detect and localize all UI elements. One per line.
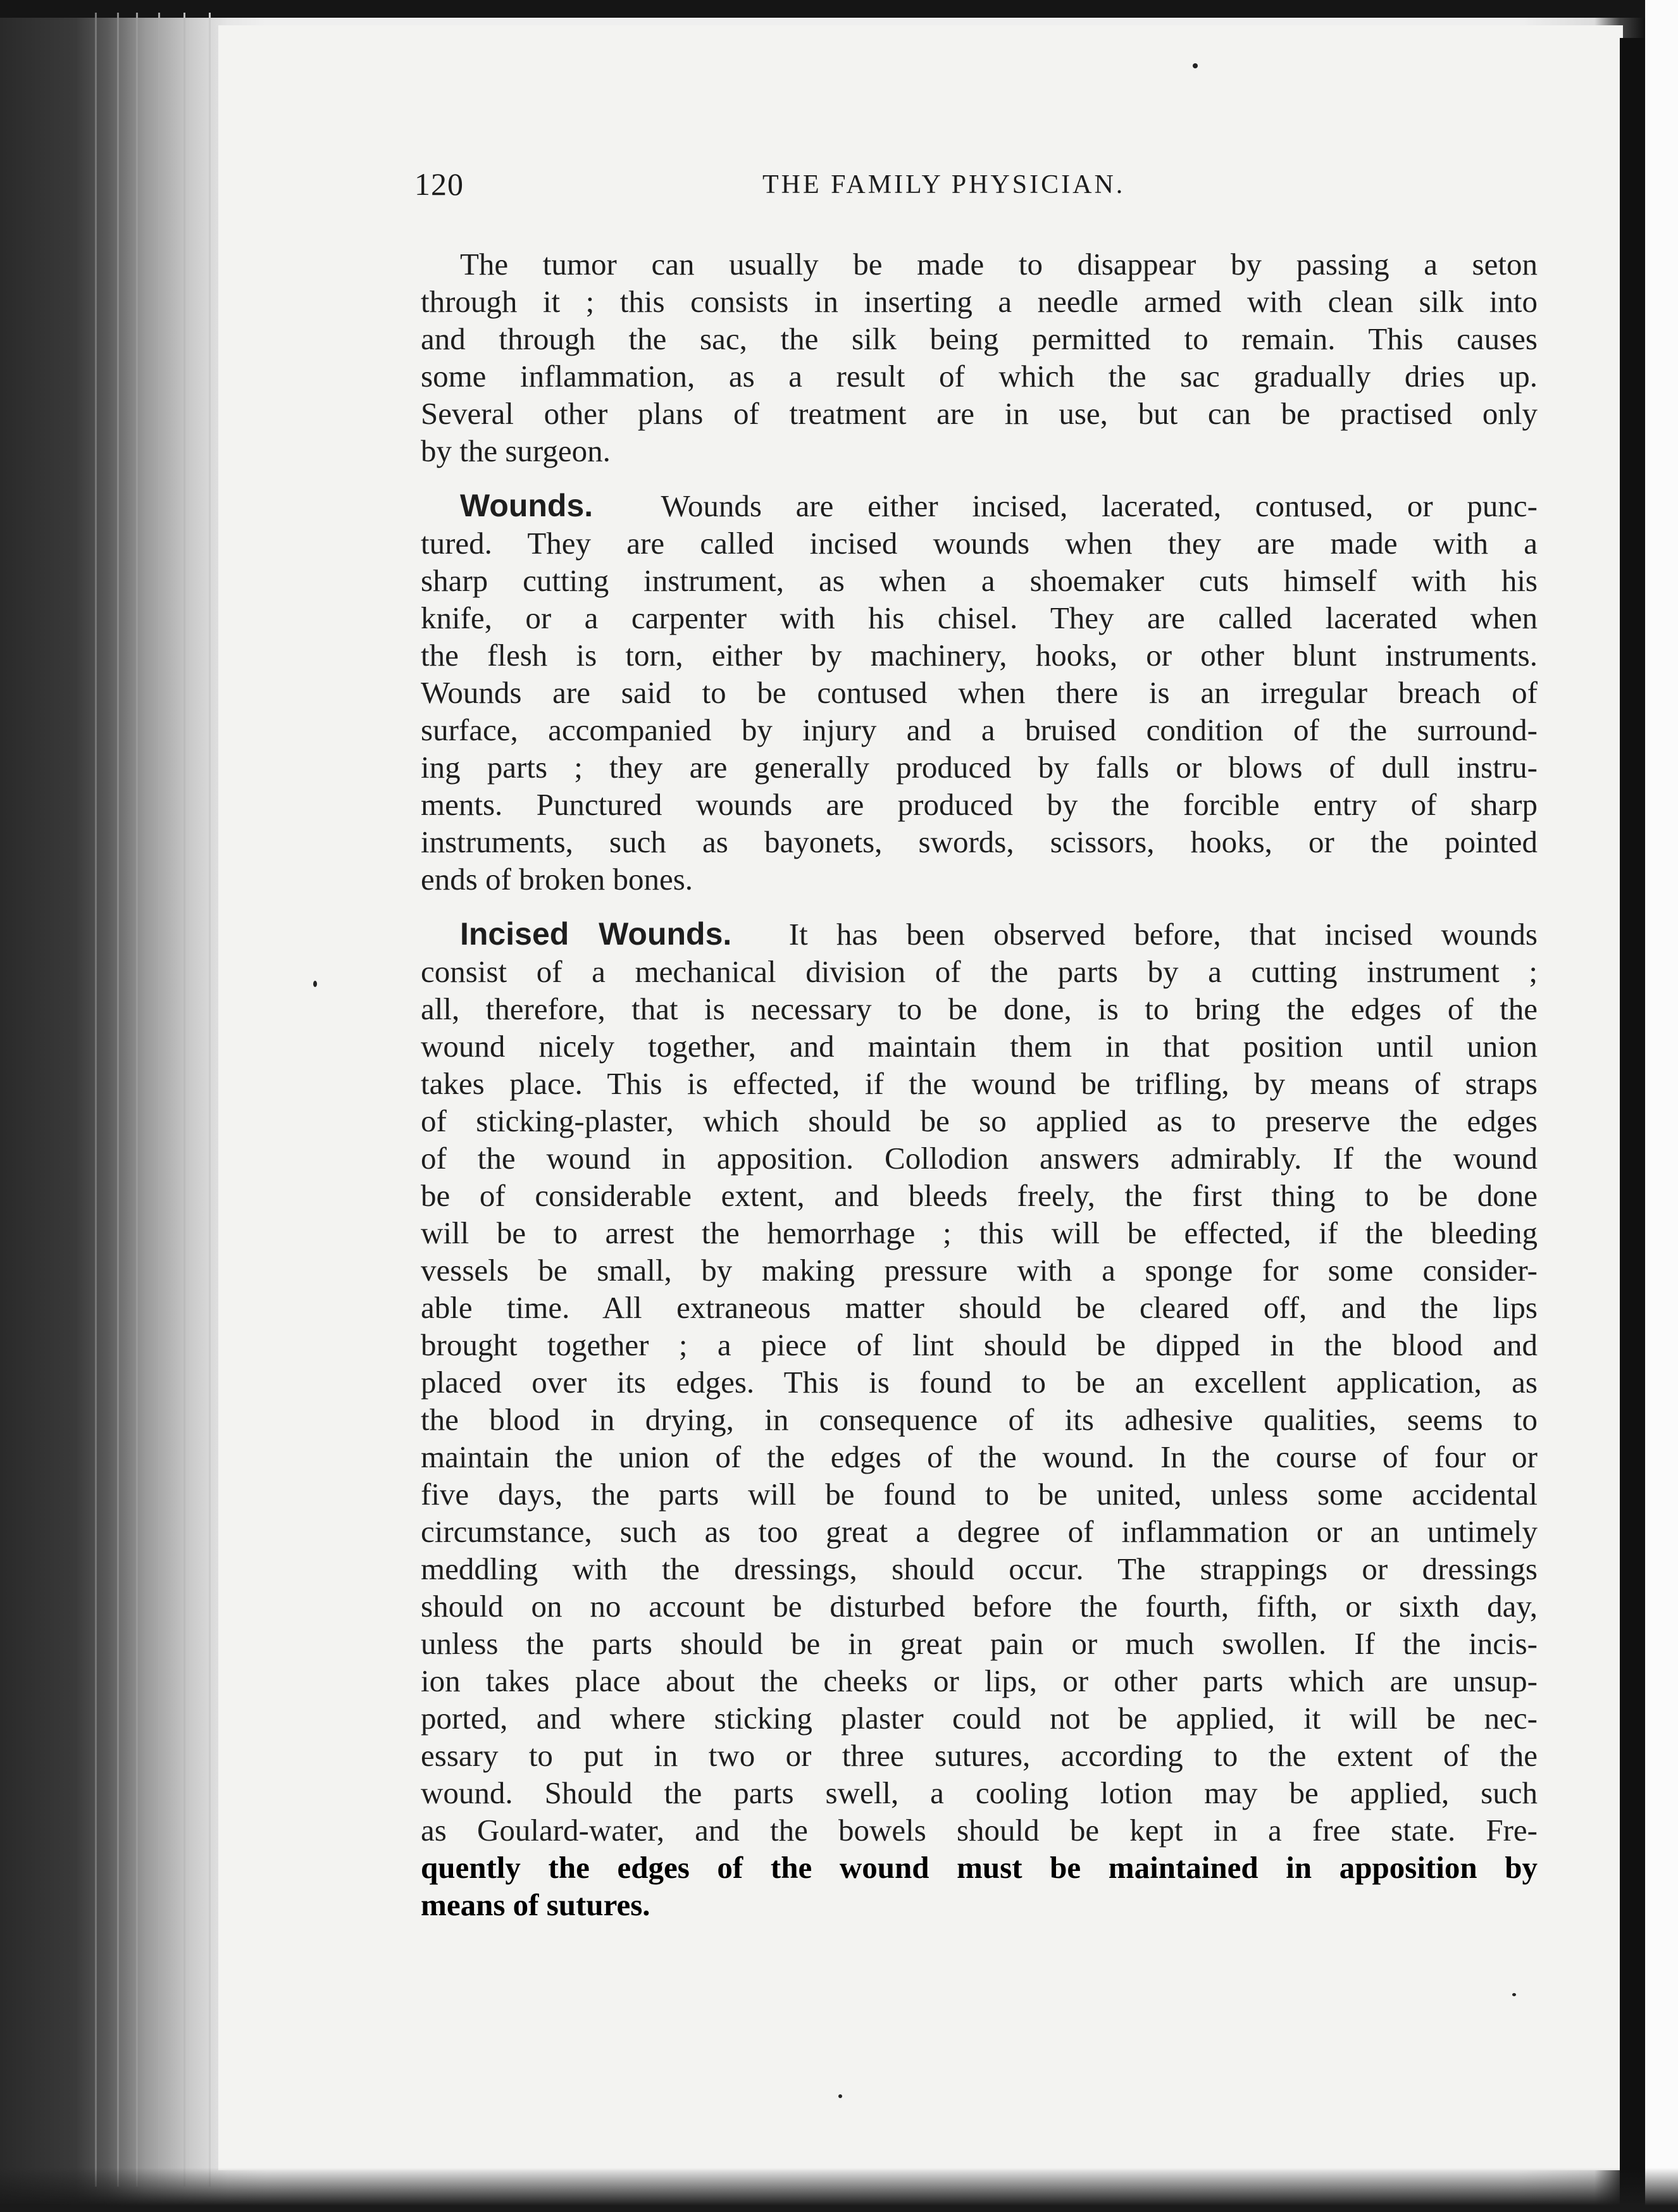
text-line: [421, 487, 1538, 525]
text-line: ported, and where sticking plaster could not be applied, it will be nec-: [421, 1701, 1538, 1736]
section-heading: Wounds.: [460, 488, 594, 523]
text-line: sharp cutting instrument, as when a shoemaker cuts himself with his: [421, 563, 1538, 598]
scan-bottom-shadow: [0, 2168, 1678, 2212]
page-edge: [158, 13, 160, 2187]
text-line: vessels be small, by making pressure with a sponge for some consider-: [421, 1253, 1538, 1288]
text-line: as Goulard-water, and the bowels should be kept in a free state. Fre-: [421, 1813, 1538, 1848]
page-number: 120: [414, 166, 464, 202]
text-line: essary to put in two or three sutures, according to the extent of the: [421, 1738, 1538, 1773]
paragraph-wounds: [421, 487, 1538, 898]
text-line: tured. They are called incised wounds when they are made with a: [421, 526, 1538, 561]
running-head: THE FAMILY PHYSICIAN.: [762, 170, 1126, 199]
facing-page-strip: [1645, 0, 1678, 2212]
text-line: meddling with the dressings, should occur. The strappings or dressings: [421, 1551, 1538, 1586]
text-line: five days, the parts will be found to be united, unless some accidental: [421, 1477, 1538, 1512]
section-heading: Incised Wounds.: [460, 916, 732, 952]
text-line: brought together ; a piece of lint should be dipped in the blood and: [421, 1327, 1538, 1362]
text-line: The tumor can usually be made to disappear by passing a seton: [460, 247, 1538, 282]
text-line: takes place. This is effected, if the wound be trifling, by means of straps: [421, 1066, 1538, 1101]
text-line: knife, or a carpenter with his chisel. They are called lacerated when: [421, 600, 1538, 635]
page-edge: [183, 13, 185, 2187]
text-line: the flesh is torn, either by machinery, hooks, or other blunt instruments.: [421, 638, 1538, 673]
ink-speck: [313, 981, 317, 987]
text-line: ends of broken bones.: [421, 862, 693, 897]
text-line: will be to arrest the hemorrhage ; this will be effected, if the bleeding: [421, 1215, 1538, 1250]
ink-speck: [1512, 1993, 1516, 1996]
page-edge: [95, 13, 97, 2187]
text-line: be of considerable extent, and bleeds freely, the first thing to be done: [421, 1178, 1538, 1213]
page-header: [414, 166, 1205, 210]
text-line: ing parts ; they are generally produced by falls or blows of dull instru-: [421, 750, 1538, 785]
text-line: quently the edges of the wound must be maintained in apposition by: [421, 1850, 1538, 1885]
text-line: should on no account be disturbed before the fourth, fifth, or sixth day,: [421, 1589, 1538, 1624]
ink-speck: [1193, 63, 1198, 68]
text-line: ion takes place about the cheeks or lips, or other parts which are unsup-: [421, 1663, 1538, 1698]
book-gutter: [1620, 38, 1645, 2208]
text-line-tail: It has been observed before, that incised wounds: [788, 917, 1538, 952]
page-edge: [136, 13, 138, 2187]
text-line: of the wound in apposition. Collodion answers admirably. If the wound: [421, 1141, 1538, 1176]
scan-top-shadow: [0, 0, 1678, 18]
text-line: instruments, such as bayonets, swords, scissors, hooks, or the pointed: [421, 824, 1538, 859]
ink-speck: [838, 2094, 842, 2098]
text-line: placed over its edges. This is found to be an excellent application, as: [421, 1365, 1538, 1400]
paragraph-tumor: [421, 245, 1538, 469]
text-line: of sticking-plaster, which should be so applied as to preserve the edges: [421, 1103, 1538, 1138]
text-line: the blood in drying, in consequence of its adhesive qualities, seems to: [421, 1402, 1538, 1437]
text-line: [421, 916, 1538, 953]
text-line: some inflammation, as a result of which the sac gradually dries up.: [421, 359, 1538, 394]
text-line: unless the parts should be in great pain or much swollen. If the incis-: [421, 1626, 1538, 1661]
text-line: circumstance, such as too great a degree of inflammation or an untimely: [421, 1514, 1538, 1549]
text-line: all, therefore, that is necessary to be done, is to bring the edges of the: [421, 991, 1538, 1026]
text-line: consist of a mechanical division of the parts by a cutting instrument ;: [421, 954, 1538, 989]
page-edge: [117, 13, 119, 2187]
text-line: ments. Punctured wounds are produced by the forcible entry of sharp: [421, 787, 1538, 822]
text-line: surface, accompanied by injury and a bruised condition of the surround-: [421, 712, 1538, 747]
text-line: and through the sac, the silk being permitted to remain. This causes: [421, 321, 1538, 356]
text-line: by the surgeon.: [421, 433, 611, 468]
page-edge: [209, 13, 211, 2187]
text-line: wound nicely together, and maintain them in that position until union: [421, 1029, 1538, 1064]
text-line: Several other plans of treatment are in use, but can be practised only: [421, 396, 1538, 431]
paragraph-incised-wounds: [421, 916, 1538, 1923]
text-line: able time. All extraneous matter should be cleared off, and the lips: [421, 1290, 1538, 1325]
text-line-tail: Wounds are either incised, lacerated, contused, or punc-: [661, 488, 1538, 523]
text-line: maintain the union of the edges of the wound. In the course of four or: [421, 1439, 1538, 1474]
page-body: [421, 245, 1538, 1941]
text-line: wound. Should the parts swell, a cooling lotion may be applied, such: [421, 1775, 1538, 1810]
text-line: through it ; this consists in inserting a needle armed with clean silk into: [421, 284, 1538, 319]
text-line: means of sutures.: [421, 1887, 650, 1922]
text-line: Wounds are said to be contused when there is an irregular breach of: [421, 675, 1538, 710]
